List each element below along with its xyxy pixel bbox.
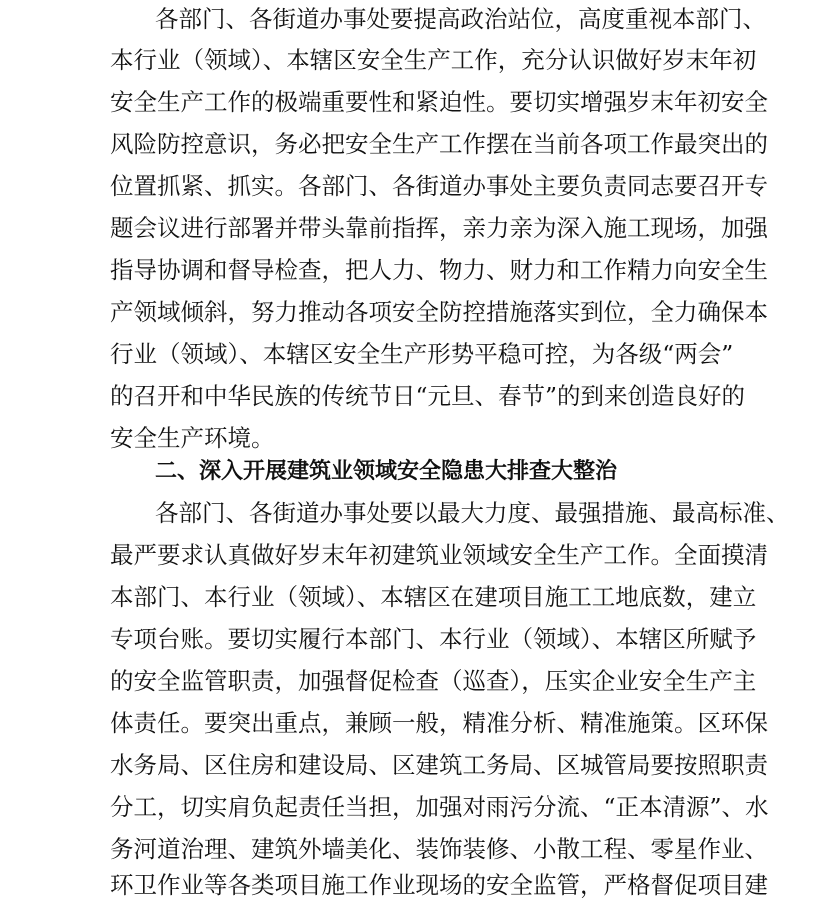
paragraph-2-line-5 bbox=[0, 661, 816, 701]
paragraph-2-line-3 bbox=[0, 577, 816, 617]
paragraph-2-line-7 bbox=[0, 745, 816, 785]
paragraph-1-line-7 bbox=[0, 250, 816, 290]
text-line: 体责任。要突出重点，兼顾一般，精准分析、精准施策。区环保 bbox=[110, 709, 768, 737]
section-heading bbox=[0, 452, 816, 492]
paragraph-1-line-2 bbox=[0, 40, 816, 80]
paragraph-2-line-6 bbox=[0, 703, 816, 743]
text-line: 各部门、各街道办事处要以最大力度、最强措施、最高标准、 bbox=[155, 499, 790, 527]
text-line: 的安全监管职责，加强督促检查（巡查），压实企业安全生产主 bbox=[110, 667, 757, 695]
paragraph-2-line-10 bbox=[0, 865, 816, 905]
paragraph-1-line-3 bbox=[0, 82, 816, 122]
text-line: 务河道治理、建筑外墙美化、装饰装修、小散工程、零星作业、 bbox=[110, 835, 768, 863]
text-line: 行业（领域）、本辖区安全生产形势平稳可控，为各级“两会” bbox=[110, 340, 734, 368]
text-line: 最严要求认真做好岁末年初建筑业领域安全生产工作。全面摸清 bbox=[110, 541, 768, 569]
text-line: 指导协调和督导检查，把人力、物力、财力和工作精力向安全生 bbox=[110, 256, 768, 284]
text-line: 本行业（领域）、本辖区安全生产工作，充分认识做好岁末年初 bbox=[110, 46, 757, 74]
paragraph-2-line-2 bbox=[0, 535, 816, 575]
paragraph-2-line-4 bbox=[0, 619, 816, 659]
paragraph-2-line-1 bbox=[0, 493, 816, 533]
paragraph-1-line-1 bbox=[0, 0, 816, 39]
text-line: 产领域倾斜，努力推动各项安全防控措施落实到位，全力确保本 bbox=[110, 298, 768, 326]
text-line: 分工，切实肩负起责任当担，加强对雨污分流、“正本清源”、水 bbox=[110, 793, 769, 821]
text-line: 各部门、各街道办事处要提高政治站位，高度重视本部门、 bbox=[155, 5, 766, 33]
paragraph-1-line-5 bbox=[0, 166, 816, 206]
paragraph-1-line-4 bbox=[0, 124, 816, 164]
paragraph-1-line-6 bbox=[0, 208, 816, 248]
section-heading-text: 二、深入开展建筑业领域安全隐患大排查大整治 bbox=[155, 459, 618, 484]
text-line: 位置抓紧、抓实。各部门、各街道办事处主要负责同志要召开专 bbox=[110, 172, 768, 200]
text-line: 环卫作业等各类项目施工作业现场的安全监管，严格督促项目建 bbox=[110, 871, 768, 899]
paragraph-1-line-8 bbox=[0, 292, 816, 332]
text-line: 专项台账。要切实履行本部门、本行业（领域）、本辖区所赋予 bbox=[110, 625, 757, 653]
text-line: 安全生产工作的极端重要性和紧迫性。要切实增强岁末年初安全 bbox=[110, 88, 768, 116]
paragraph-2-line-9 bbox=[0, 829, 816, 869]
text-line: 题会议进行部署并带头靠前指挥，亲力亲为深入施工现场，加强 bbox=[110, 214, 768, 242]
paragraph-1-line-9 bbox=[0, 334, 816, 374]
paragraph-2-line-8 bbox=[0, 787, 816, 827]
text-line: 风险防控意识，务必把安全生产工作摆在当前各项工作最突出的 bbox=[110, 130, 768, 158]
paragraph-1-line-10 bbox=[0, 376, 816, 416]
text-line: 本部门、本行业（领域）、本辖区在建项目施工工地底数，建立 bbox=[110, 583, 757, 611]
text-line: 的召开和中华民族的传统节日“元旦、春节”的到来创造良好的 bbox=[110, 382, 746, 410]
text-line: 水务局、区住房和建设局、区建筑工务局、区城管局要按照职责 bbox=[110, 751, 768, 779]
text-line: 安全生产环境。 bbox=[110, 424, 275, 452]
